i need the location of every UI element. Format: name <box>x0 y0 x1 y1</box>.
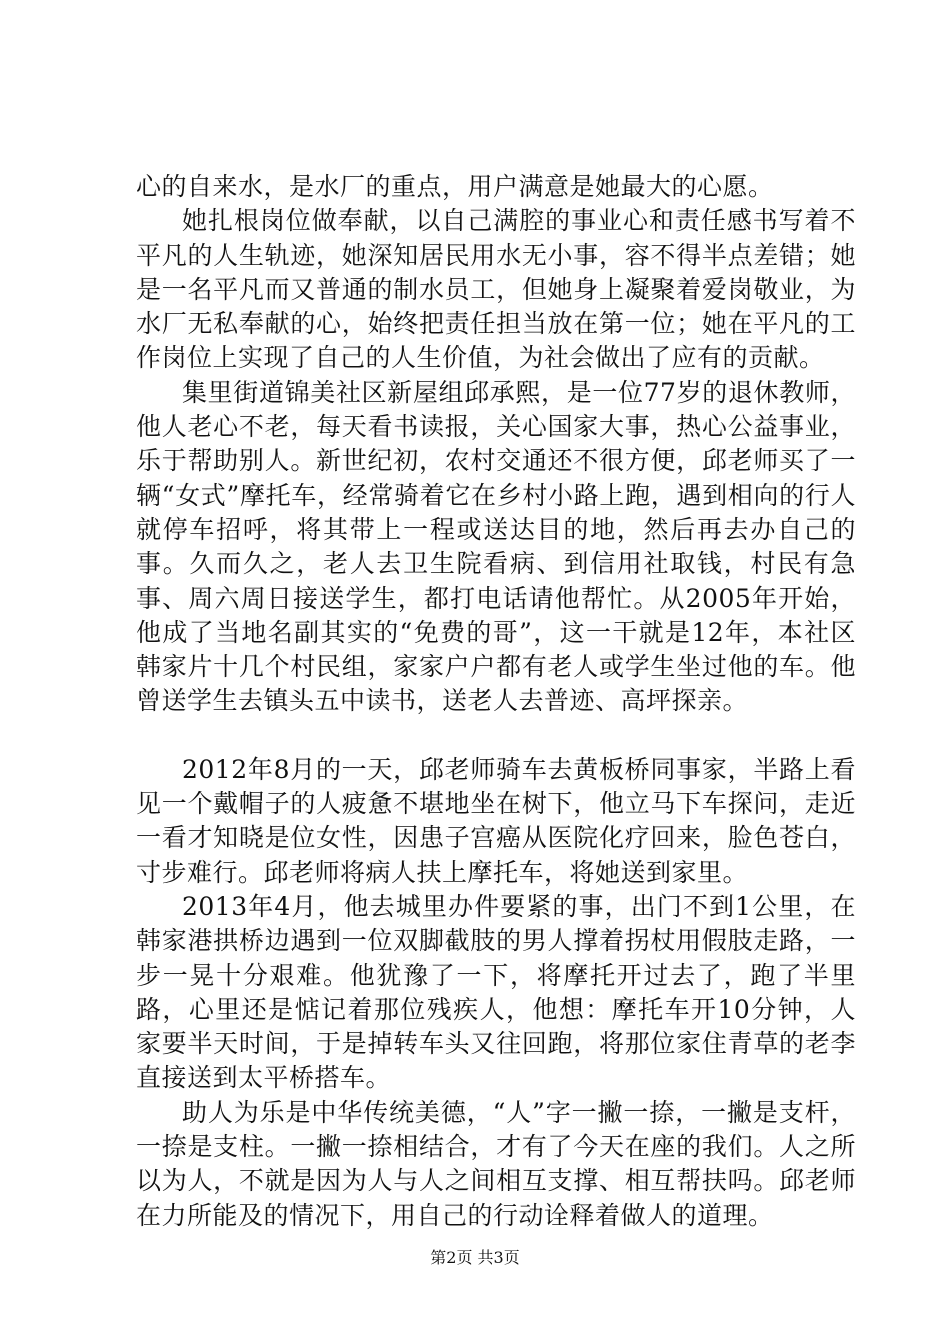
document-body <box>136 170 856 1233</box>
paragraph-teacher-intro: 集里街道锦美社区新屋组邱承熙，是一位77岁的退休教师，他人老心不老，每天看书读报，关心国家大事，热心公益事业，乐于帮助别人。新世纪初，农村交通还不很方便，邱老师买了一辆“女式”摩托车，经常骑着它在乡村小路上跑，遇到相向的行人就停车招呼，将其带上一程或送达目的地，然后再去办自己的事。久而久之，老人去卫生院看病、到信用社取钱，村民有急事、周六周日接送学生，都打电话请他帮忙。从2005年开始，他成了当地名副其实的“免费的哥”，这一干就是12年，本社区韩家片十几个村民组，家家户户都有老人或学生坐过他的车。他曾送学生去镇头五中读书，送老人去普迹、高坪探亲。 <box>136 377 856 716</box>
paragraph-2012-story: 2012年8月的一天，邱老师骑车去黄板桥同事家，半路上看见一个戴帽子的人疲惫不堪地坐在树下，他立马下车探问，走近一看才知晓是位女性，因患子宫癌从医院化疗回来，脸色苍白，寸步难行。邱老师将病人扶上摩托车，将她送到家里。 <box>136 754 856 887</box>
paragraph-worker-dedication: 她扎根岗位做奉献，以自己满腔的事业心和责任感书写着不平凡的人生轨迹，她深知居民用水无小事，容不得半点差错；她是一名平凡而又普通的制水员工，但她身上凝聚着爱岗敬业，为水厂无私奉献的心，始终把责任担当放在第一位；她在平凡的工作岗位上实现了自己的人生价值，为社会做出了应有的贡献。 <box>136 206 856 373</box>
page-footer: 第2页 共3页 <box>430 1248 520 1267</box>
paragraph-2013-story: 2013年4月，他去城里办件要紧的事，出门不到1公里，在韩家港拱桥边遇到一位双脚截肢的男人撑着拐杖用假肢走路，一步一晃十分艰难。他犹豫了一下，将摩托开过去了，跑了半里路，心里还是惦记着那位残疾人，他想：摩托车开10分钟，人家要半天时间，于是掉转车头又往回跑，将那位家住青草的老李直接送到太平桥搭车。 <box>136 891 856 1093</box>
paragraph-conclusion: 助人为乐是中华传统美德，“人”字一撇一捺，一撇是支杆，一捺是支柱。一撇一捺相结合，才有了今天在座的我们。人之所以为人，不就是因为人与人之间相互支撑、相互帮扶吗。邱老师在力所能及的情况下，用自己的行动诠释着做人的道理。 <box>136 1097 856 1230</box>
paragraph-continuation: 心的自来水，是水厂的重点，用户满意是她最大的心愿。 <box>136 172 774 201</box>
